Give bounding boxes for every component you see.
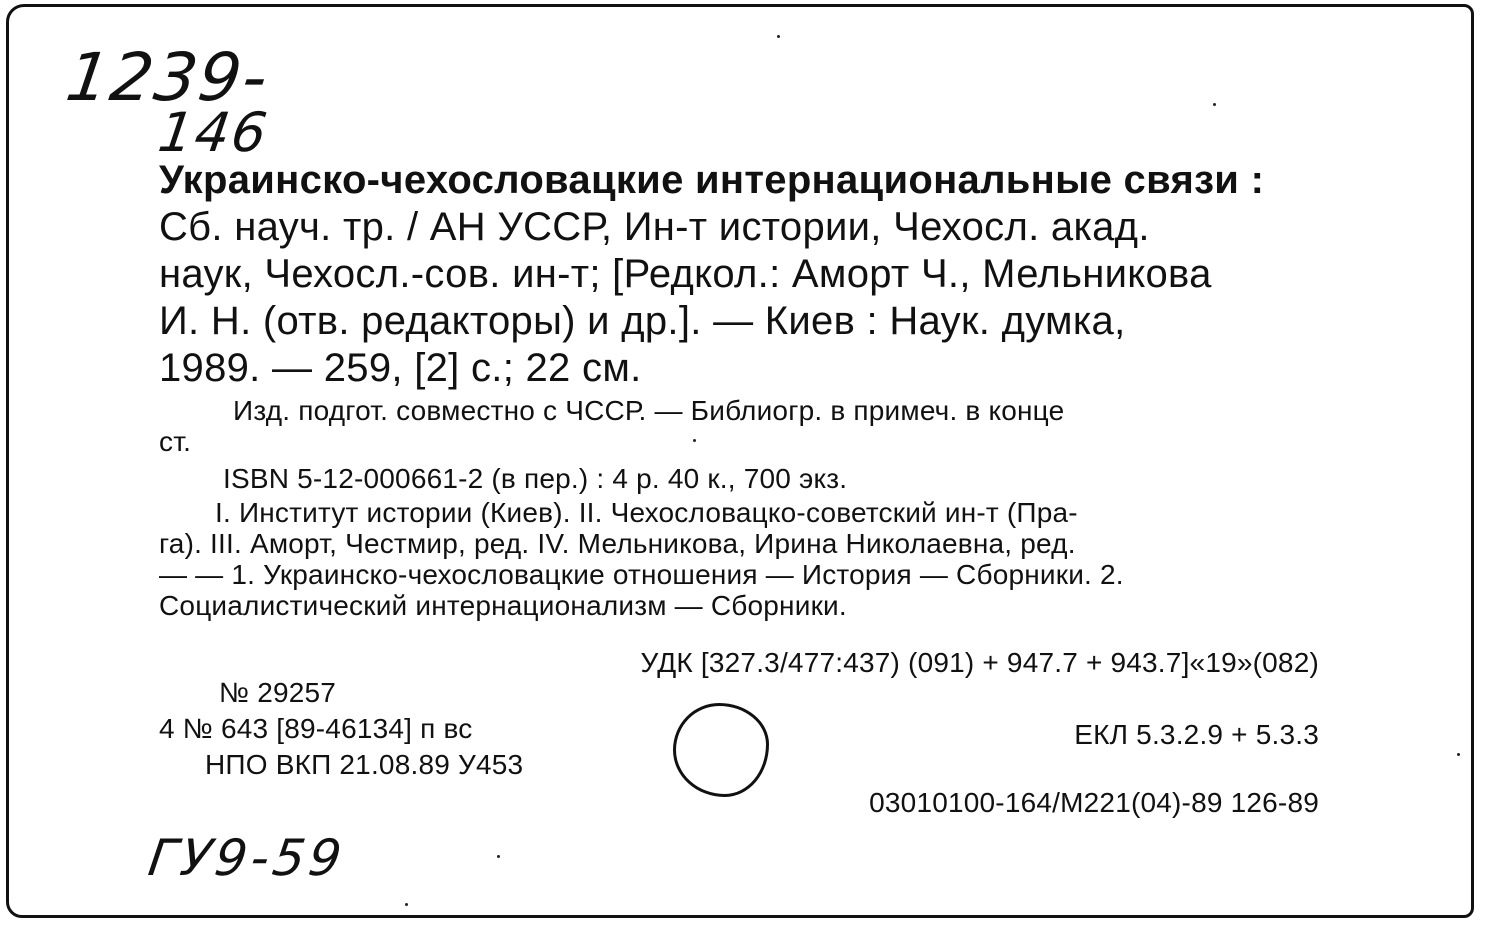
tracing-line-1: I. Институт истории (Киев). II. Чехословацко-советский ин-т (Пра- xyxy=(215,497,1078,528)
speck xyxy=(497,855,500,858)
code-line: 03010100-164/М221(04)-89 126-89 xyxy=(869,787,1319,818)
speck xyxy=(1213,103,1216,106)
handwritten-call-number-line2: 146 xyxy=(154,101,273,164)
tracing-line-2: га). III. Аморт, Честмир, ред. IV. Мельникова, Ирина Николаевна, ред. xyxy=(159,528,1076,559)
speck xyxy=(693,439,696,442)
speck xyxy=(1457,753,1460,756)
udk-line: УДК [327.3/477:437) (091) + 947.7 + 943.7]«19»(082) xyxy=(640,647,1319,678)
speck xyxy=(777,35,780,38)
entry-body-line-1: Сб. науч. тр. / АН УССР, Ин-т истории, Чехосл. акад. xyxy=(159,205,1150,249)
hole-stamp-outline xyxy=(673,703,769,797)
main-entry xyxy=(159,157,1319,392)
npo-line: НПО ВКП 21.08.89 У453 xyxy=(205,749,524,780)
note-line-1: Изд. подгот. совместно с ЧССР. — Библиогр. в примеч. в конце xyxy=(233,395,1065,426)
order-line: 4 № 643 [89-46134] п вс xyxy=(159,713,473,744)
entry-body-line-4: 1989. — 259, [2] с.; 22 см. xyxy=(159,346,642,390)
entry-title: Украинско-чехословацкие интернациональные связи : xyxy=(159,158,1265,202)
isbn-line: ISBN 5-12-000661-2 (в пер.) : 4 р. 40 к., 700 экз. xyxy=(223,463,848,494)
entry-body-line-2: наук, Чехосл.-сов. ин-т; [Редкол.: Аморт Ч., Мельникова xyxy=(159,252,1212,296)
ekl-line: ЕКЛ 5.3.2.9 + 5.3.3 xyxy=(1074,719,1319,750)
entry-body-line-3: И. Н. (отв. редакторы) и др.]. — Киев : Наук. думка, xyxy=(159,299,1126,343)
record-number: № 29257 xyxy=(219,677,337,708)
note-block xyxy=(159,395,1319,457)
tracings-block xyxy=(159,497,1319,621)
tracing-line-3: — — 1. Украинско-чехословацкие отношения — История — Сборники. 2. xyxy=(159,559,1124,590)
tracing-line-4: Социалистический интернационализм — Сборники. xyxy=(159,590,847,621)
catalog-card xyxy=(6,4,1474,918)
handwritten-bottom-note: ГУ9-59 xyxy=(144,829,349,887)
speck xyxy=(405,903,408,906)
handwritten-call-number-line1: 1239- xyxy=(61,39,275,116)
note-line-2: ст. xyxy=(159,426,192,457)
